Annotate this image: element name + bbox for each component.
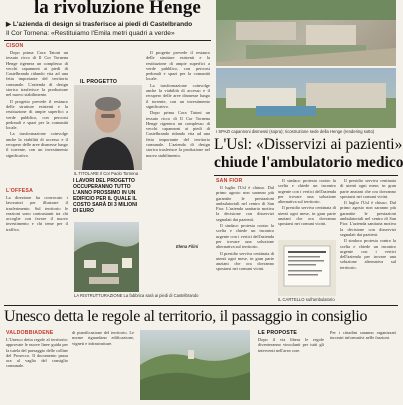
factory-photo xyxy=(74,222,139,292)
usl-headline-1: L'Usl: «Disservizi ai pazienti» xyxy=(214,136,403,153)
top-body-col-3 xyxy=(146,50,210,242)
usl-body-1: Il luglio l'Usl è chiuso. Dal primo agosto non saranno più garantite le prestazioni ambulatoriali nel centro di San Fior. L'azienda sanitaria motiva la decisione con disservizi segnalati dai pazienti. xyxy=(216,185,274,222)
factory-landscape xyxy=(74,222,139,292)
portrait-illustration xyxy=(74,85,142,170)
tag-il-progetto: IL PROGETTO xyxy=(80,79,118,85)
usl-body-2: Il sindaco protesta contro la scelta e chiede un incontro urgente con i vertici dell'azienda per trovare una soluzione alternativa sul territorio. xyxy=(278,178,336,205)
top-headline: la rivoluzione Henge xyxy=(34,0,201,18)
tag-cison: CISON xyxy=(6,43,24,49)
aerial-photo xyxy=(216,0,396,66)
usl-body-2b: Il presidio serviva centinaia di utenti ogni mese, in gran parte anziani che ora dovranno spostarsi nei comuni vicini. xyxy=(278,205,336,227)
aerial-rendering xyxy=(216,0,396,66)
top-body-1: Dopo prima Cora Tatoni un tessuto ricco di Il Cor Tornena Henge rigenera un complesso di vecchi capannoni ai piedi di Castelbrando ridando vita ad una fetta importante del territorio comunale. L'azienda di design storica trasferisce la produzione nel nuovo stabilimento. xyxy=(6,50,68,98)
rendering-illustration xyxy=(216,68,396,128)
usl-body-col-2 xyxy=(278,178,336,238)
usl-body-3: Il presidio serviva centinaia di utenti ogni mese, in gran parte anziani che ora dovranno spostarsi nei comuni vicini. xyxy=(340,178,396,199)
sign-photo xyxy=(278,240,336,296)
sign-illustration xyxy=(278,240,336,296)
usl-headline-2: chiude l'ambulatorio medico xyxy=(214,154,403,171)
usl-body-1c: Il presidio serviva centinaia di utenti ogni mese, in gran parte anziani che ora dovranno spostarsi nei comuni vicini. xyxy=(216,250,274,272)
usl-body-col-3 xyxy=(340,178,396,303)
usl-body-3b: Il luglio l'Usl è chiuso. Dal primo agosto non saranno più garantite le prestazioni ambulatoriali nel centro di San Fior. L'azienda sanitaria motiva la decisione con disservizi segnalati dai pazienti. xyxy=(340,200,396,237)
bottom-body-4: Per i cittadini saranno organizzati incontri informativi nelle frazioni. xyxy=(330,330,396,341)
top-body-1c: La trasformazione coinvolge anche la viabilità di accesso e il recupero delle aree dismesse lungo il torrente, con un investimento significativo. xyxy=(6,131,68,158)
top-body-3b: La trasformazione coinvolge anche la viabilità di accesso e il recupero delle aree dismesse lungo il torrente, con un investimento significativo. xyxy=(146,82,210,109)
divider-usl xyxy=(214,175,398,176)
portrait-caption: IL TITOLARE Il Cor Paolo Tornena xyxy=(74,171,139,176)
bottom-body-2: di pianificazione del territorio. Le norme riguardano edificazione, vigneti e infrastrutture. xyxy=(72,330,134,346)
bottom-body-3: Dopo il via libera le regole diventeranno vincolanti per tutti gli interventi nell'area core. xyxy=(258,337,324,353)
top-deck-2: Il Cor Tornena: «Restituiamo l'Emila metri quadri a verde» xyxy=(6,30,175,37)
top-body-1b: Il progetto prevede il restauro delle strutture esistenti e la restituzione di ampie superfici a verde pubblico, con percorsi pedonali e spazi per la comunità locale. xyxy=(6,98,68,131)
factory-caption: LA RISTRUTTURAZIONE La fabbrica sarà ai piedi di Castelbrando xyxy=(74,293,199,298)
sign-caption: IL CARTELLO sull'ambulatorio xyxy=(278,297,335,302)
pull-quote: I LAVORI DEL PROGETTO OCCUPERANNO TUTTO L'ANNO PROSSIMO IN UN EDIFICIO PER IL QUALE IL COSTO SARÀ DI 3 MILIONI DI EURO xyxy=(73,178,138,214)
top-body-col-1 xyxy=(6,50,68,180)
hills-illustration xyxy=(140,330,250,400)
usl-photo-caption: I SPAZI capannoni dismessi (sopra); ricostruzione sede della Henge (rendering sotto) xyxy=(216,129,375,134)
tag-valdobbiadene: VALDOBBIADENE xyxy=(6,330,54,336)
tag-offesa: L'OFFESA xyxy=(6,188,34,194)
usl-body-3c: Il sindaco protesta contro la scelta e chiede un incontro urgente con i vertici dell'azienda per trovare una soluzione alternativa sul territorio. xyxy=(340,238,396,270)
byline: Elena Filini xyxy=(176,244,199,249)
left-bottom-body: La direzione ha convocato i lavoratori per illustrare il trasferimento. Sul territorio le reazioni sono contrastanti tra chi accoglie con favore il nuovo investimento e chi teme per il traffico. xyxy=(6,195,68,232)
usl-body-1b: Il sindaco protesta contro la scelta e chiede un incontro urgente con i vertici dell'azienda per trovare una soluzione alternativa sul territorio. xyxy=(216,223,274,250)
usl-body-col-1 xyxy=(216,185,274,305)
tag-proposte: LE PROPOSTE xyxy=(258,330,298,336)
tag-san-fior: SAN FIOR xyxy=(216,178,243,184)
rendering-photo xyxy=(216,68,396,128)
top-deck-1: ▶ L'azienda di design si trasferisce ai piedi di Castelbrando xyxy=(6,21,193,28)
hills-photo xyxy=(140,330,250,400)
top-body-3a: Il progetto prevede il restauro delle strutture esistenti e la restituzione di ampie superfici a verde pubblico, con percorsi pedonali e spazi per la comunità locale. xyxy=(146,50,210,82)
bottom-headline: Unesco detta le regole al territorio, il passaggio in consiglio xyxy=(4,308,368,325)
portrait-photo xyxy=(74,85,142,170)
bottom-body-1: L'Unesco detta regole al territorio: approvate le nuove linee guida per la tutela del paesaggio delle colline del Prosecco. Il documento passa ora al vaglio del consiglio comunale. xyxy=(6,337,68,369)
divider-top xyxy=(4,40,211,41)
top-deck-1-text: L'azienda di design si trasferisce ai piedi di Castelbrando xyxy=(12,21,193,28)
top-body-3c: Dopo prima Cora Tatoni un tessuto ricco di Il Cor Tornena Henge rigenera un complesso di vecchi capannoni ai piedi di Castelbrando ridando vita ad una fetta importante del territorio comunale. L'azienda di design storica trasferisce la produzione nel nuovo stabilimento. xyxy=(146,110,210,158)
